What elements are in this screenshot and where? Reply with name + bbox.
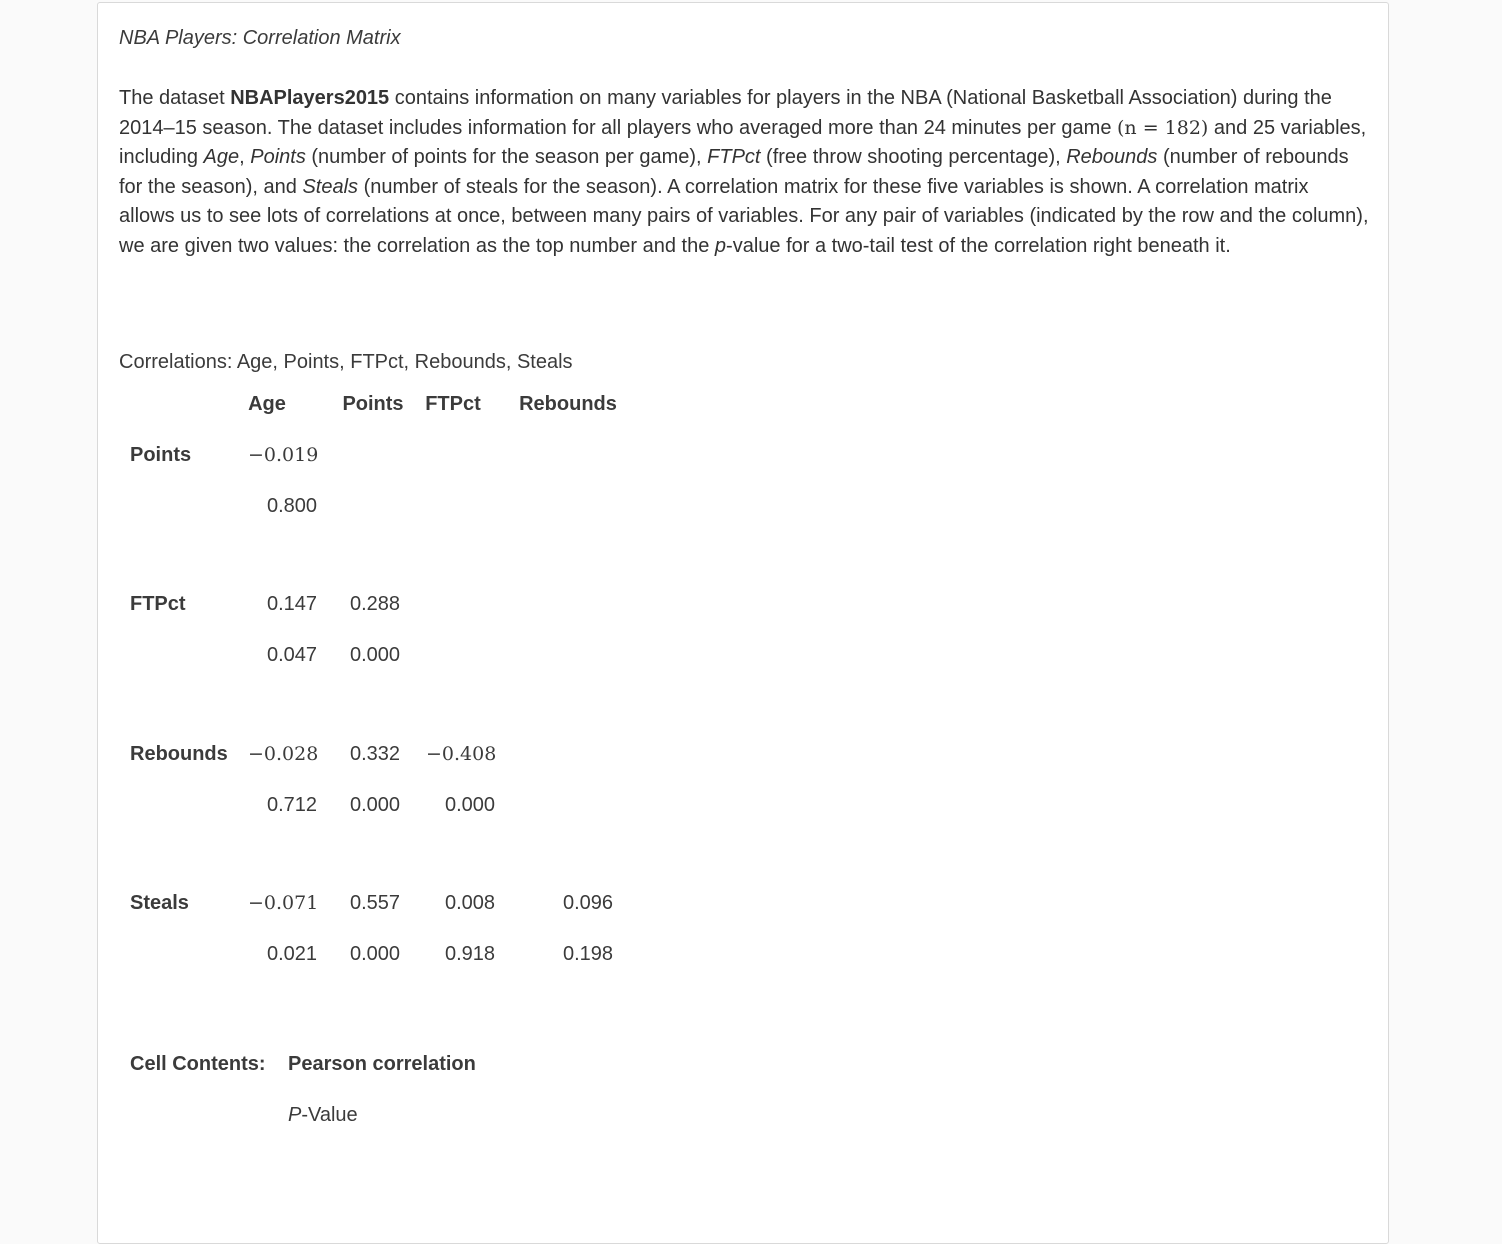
intro-text: contains information on many variables for players in the NBA (National Basketball Association) during the 2014–15 season. The dataset includes information for all players who averaged more than 24 minutes per game xyxy=(119,87,1332,139)
intro-text: The dataset xyxy=(119,87,231,109)
row-label-points: Points xyxy=(130,444,192,466)
corr-steals-age: −0.071 xyxy=(248,892,319,914)
pval-points-age: 0.800 xyxy=(267,495,318,517)
correlations-caption: Correlations: Age, Points, FTPct, Rebounds, Steals xyxy=(119,351,573,373)
pval-ftpct-points: 0.000 xyxy=(350,644,401,666)
cell-contents-label: Cell Contents: xyxy=(130,1053,266,1075)
var-age: Age xyxy=(203,146,240,169)
pval-steals-age: 0.021 xyxy=(267,943,318,965)
pval-rebounds-ftpct: 0.000 xyxy=(445,794,496,816)
pval-ftpct-age: 0.047 xyxy=(267,644,318,666)
p-italic: p xyxy=(714,234,727,257)
intro-text: , xyxy=(239,146,251,169)
corr-ftpct-age: 0.147 xyxy=(267,593,318,615)
p-value-rest: -Value xyxy=(301,1104,358,1126)
dataset-name: NBAPlayers2015 xyxy=(230,87,390,109)
corr-steals-rebounds: 0.096 xyxy=(563,892,614,914)
row-label-ftpct: FTPct xyxy=(130,593,186,615)
var-rebounds: Rebounds xyxy=(1066,146,1158,169)
var-points: Points xyxy=(250,146,306,169)
col-header-points: Points xyxy=(342,393,404,415)
var-steals: Steals xyxy=(302,175,359,198)
corr-rebounds-ftpct: −0.408 xyxy=(426,743,497,765)
content-card xyxy=(97,2,1389,1244)
cell-contents-line1: Pearson correlation xyxy=(288,1053,476,1075)
var-ftpct: FTPct xyxy=(707,146,761,169)
col-header-ftpct: FTPct xyxy=(425,393,481,415)
pval-rebounds-age: 0.712 xyxy=(267,794,318,816)
corr-points-age: −0.019 xyxy=(248,444,319,466)
pval-rebounds-points: 0.000 xyxy=(350,794,401,816)
intro-text: (number of steals for the season). A correlation matrix for these five variables is shown. A correlation matrix allows us to see lots of correlations at once, between many pairs of variables. For any pair of variables (indicated by the row and the column), we are given two values: the correlation as the top number and the xyxy=(119,175,1369,257)
page-title: NBA Players: Correlation Matrix xyxy=(119,27,401,49)
col-header-age: Age xyxy=(248,393,286,415)
intro-text: and 25 variables, including xyxy=(119,116,1367,169)
corr-steals-points: 0.557 xyxy=(350,892,401,914)
intro-text: (free throw shooting percentage), xyxy=(760,146,1067,169)
pval-steals-ftpct: 0.918 xyxy=(445,943,496,965)
intro-paragraph xyxy=(119,84,1369,262)
pval-steals-rebounds: 0.198 xyxy=(563,943,614,965)
corr-ftpct-points: 0.288 xyxy=(350,593,401,615)
intro-text: -value for a two-tail test of the correlation right beneath it. xyxy=(726,234,1231,257)
cell-contents-line2 xyxy=(288,1104,358,1127)
row-label-steals: Steals xyxy=(130,892,189,914)
corr-steals-ftpct: 0.008 xyxy=(445,892,496,914)
col-header-rebounds: Rebounds xyxy=(519,393,617,415)
corr-rebounds-age: −0.028 xyxy=(248,743,319,765)
pval-steals-points: 0.000 xyxy=(350,943,401,965)
intro-text: (number of points for the season per game), xyxy=(305,146,708,169)
sample-size-math: (n = 182) xyxy=(1117,116,1209,139)
row-label-rebounds: Rebounds xyxy=(130,743,228,765)
corr-rebounds-points: 0.332 xyxy=(350,743,401,765)
p-value-italic: P xyxy=(288,1104,302,1126)
intro-text: (number of rebounds for the season), and xyxy=(119,146,1349,198)
